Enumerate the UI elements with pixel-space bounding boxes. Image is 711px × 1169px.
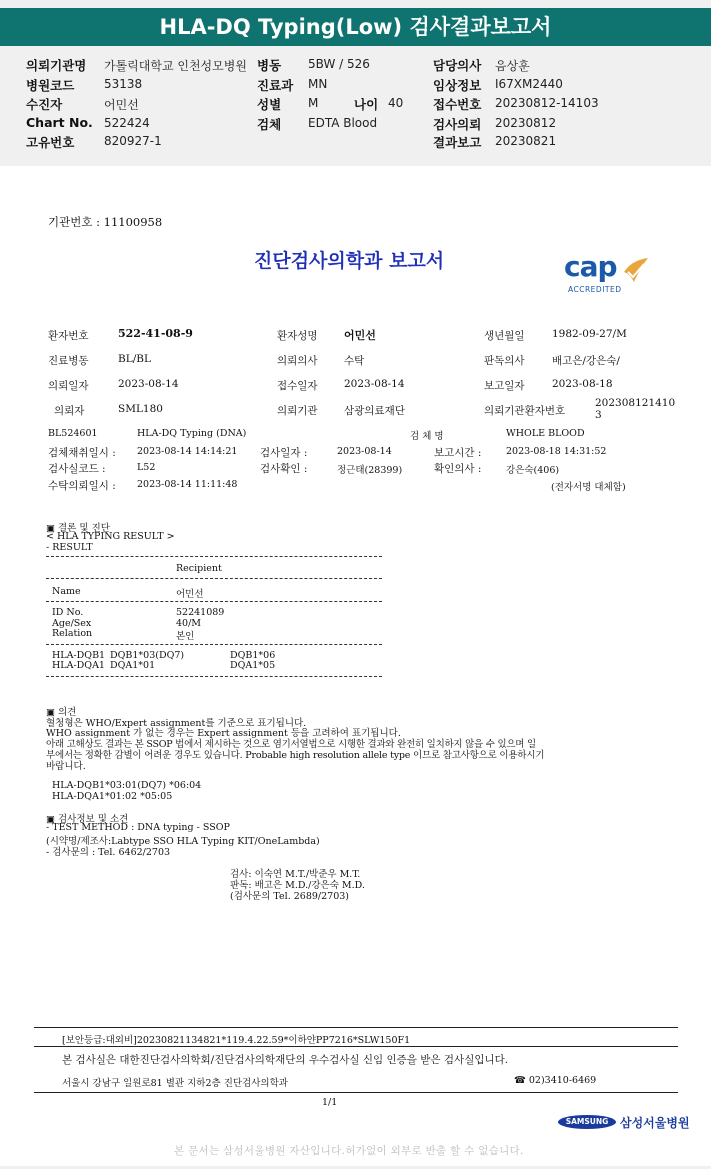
- requesting-org-label: 의뢰기관: [277, 405, 318, 417]
- doctor-label: 담당의사: [433, 58, 482, 73]
- request-date-info-value: 2023-08-14: [118, 378, 179, 390]
- cap-checkmark-icon: [620, 256, 652, 284]
- header-info: [0, 56, 711, 156]
- dept-value: MN: [308, 77, 328, 91]
- samsung-hospital-logo: [558, 1113, 690, 1133]
- report-date-label: 보고일자: [484, 380, 525, 392]
- certification-note: 본 검사실은 대한진단검사의학회/진단검사의학재단의 우수검사실 신임 인증을 받은 검사실입니다.: [62, 1054, 509, 1066]
- ward-info-label: 진료병동: [48, 355, 89, 367]
- age-value: 40: [388, 96, 404, 110]
- room-code-label: 검사실코드 :: [48, 463, 106, 475]
- doctor-value: 음상훈: [495, 59, 530, 73]
- sex-label: 성별: [257, 97, 282, 112]
- id-label: ID No.: [52, 607, 84, 618]
- cap-logo-text: cap: [564, 250, 617, 283]
- specimen-value: EDTA Blood: [308, 116, 378, 130]
- report-page: [0, 166, 711, 1166]
- receipt-date-label: 접수일자: [277, 380, 318, 392]
- test-code: BL524601: [48, 428, 98, 439]
- sign-line: 검사: 이숙연 M.T./박준우 M.T.: [230, 869, 361, 880]
- receipt-no-label: 접수번호: [433, 97, 482, 112]
- org-patient-no-label: 의뢰기관환자번호: [484, 405, 566, 417]
- opinion-line: 아래 고해상도 결과는 본 SSOP 법에서 제시하는 것으로 염기서열법으로 시행한 결과와 완전히 일치하지 않을 수 있으며 일: [46, 739, 536, 750]
- contract-request-value: 2023-08-14 11:11:48: [137, 479, 238, 490]
- patient-name-label: 환자성명: [277, 330, 318, 342]
- report-date-value: 2023-08-18: [552, 378, 613, 390]
- requesting-doctor-value: 수탁: [344, 355, 365, 367]
- room-code-value: L52: [137, 462, 156, 473]
- hospital-name-value: 가톨릭대학교 인천성모병원: [104, 59, 247, 73]
- patient-name-value: 어민선: [344, 329, 376, 342]
- recipient-label: Recipient: [176, 563, 222, 574]
- test-info-line: - 검사문의 : Tel. 6462/2703: [46, 847, 171, 858]
- request-date-info-label: 의뢰일자: [48, 380, 89, 392]
- relation-label: Relation: [52, 628, 93, 639]
- patient-no-value: 522-41-08-9: [118, 327, 193, 340]
- security-line: [보안등급:대외비]20230821134821*119.4.22.59*이하얀PP7216*SLW150F1: [62, 1035, 411, 1046]
- dash-line: [46, 578, 382, 579]
- request-date-label: 검사의뢰: [433, 117, 482, 132]
- dash-line: [46, 676, 382, 677]
- page-number: 1/1: [322, 1097, 338, 1108]
- ward-info-value: BL/BL: [118, 353, 151, 365]
- collect-value: 2023-08-14 14:14:21: [137, 446, 238, 457]
- reading-doctor-label: 판독의사: [484, 355, 525, 367]
- hospital-code-label: 병원코드: [26, 78, 75, 93]
- high-res-line: HLA-DQA1*01:02 *05:05: [52, 791, 173, 802]
- test-info-heading: ▣ 검사정보 및 소견: [46, 814, 129, 825]
- dqa1-allele-1: DQA1*01: [110, 660, 156, 671]
- request-date-value: 20230812: [495, 116, 557, 130]
- unique-no-label: 고유번호: [26, 135, 75, 150]
- sign-line: 판독: 배고은 M.D./강은숙 M.D.: [230, 880, 365, 891]
- result-sub-typing: < HLA TYPING RESULT >: [46, 531, 175, 542]
- report-title: HLA-DQ Typing(Low) 검사결과보고서: [0, 8, 711, 46]
- clinical-info-label: 임상정보: [433, 78, 482, 93]
- birth-label: 생년월일: [484, 330, 525, 342]
- footer-rule: [34, 1027, 678, 1028]
- org-patient-no-value: 2023081214103: [595, 397, 676, 421]
- id-value: 52241089: [176, 607, 225, 618]
- result-name-value: 어민선: [176, 589, 204, 600]
- relation-value: 본인: [176, 631, 195, 642]
- result-heading: ▣ 결론 및 진단: [46, 523, 110, 534]
- confirm-doctor-value: 강은숙(406): [506, 465, 560, 476]
- patient-value: 어민선: [104, 98, 139, 112]
- ward-value: 5BW / 526: [308, 57, 370, 71]
- agesex-value: 40/M: [176, 618, 202, 629]
- report-heading: 진단검사의학과 보고서: [254, 250, 445, 272]
- requesting-doctor-label: 의뢰의사: [277, 355, 318, 367]
- requester-value: SML180: [118, 403, 163, 415]
- test-name: HLA-DQ Typing (DNA): [137, 428, 247, 439]
- result-name-label: Name: [52, 586, 81, 597]
- birth-value: 1982-09-27/M: [552, 328, 627, 340]
- opinion-heading: ▣ 의견: [46, 707, 77, 718]
- agesex-label: Age/Sex: [52, 618, 92, 629]
- ward-label: 병동: [257, 58, 282, 73]
- chart-no-label: Chart No.: [26, 115, 93, 130]
- dqb1-allele-2: DQB1*06: [230, 650, 276, 661]
- receipt-no-value: 20230812-14103: [495, 96, 599, 110]
- hospital-name-label: 의뢰기관명: [26, 58, 87, 73]
- patient-no-label: 환자번호: [48, 330, 89, 342]
- result-date-value: 20230821: [495, 134, 557, 148]
- dash-line: [46, 601, 382, 602]
- test-info-line: - TEST METHOD : DNA typing - SSOP: [46, 822, 230, 833]
- cap-logo: [562, 250, 662, 298]
- collect-label: 검체채취일시 :: [48, 447, 116, 459]
- specimen-label: 검체: [257, 117, 282, 132]
- patient-label: 수진자: [26, 97, 63, 112]
- esign-note: (전자서명 대체함): [551, 482, 626, 493]
- dqb1-label: HLA-DQB1: [52, 650, 106, 661]
- result-sub-result: - RESULT: [46, 542, 93, 553]
- footer-notice: 본 문서는 삼성서울병원 자산입니다.허가없이 외부로 반출 할 수 없습니다.: [174, 1145, 524, 1157]
- exam-date-label: 검사일자 :: [260, 447, 308, 459]
- dash-line: [46, 556, 382, 557]
- chart-no-value: 522424: [104, 116, 150, 130]
- unique-no-value: 820927-1: [104, 134, 162, 148]
- dqa1-allele-2: DQA1*05: [230, 660, 276, 671]
- footer-rule: [34, 1046, 678, 1047]
- sign-line: (검사문의 Tel. 2689/2703): [230, 891, 349, 902]
- dqb1-allele-1: DQB1*03(DQ7): [110, 650, 185, 661]
- receipt-date-value: 2023-08-14: [344, 378, 405, 390]
- sex-value: M: [308, 96, 319, 110]
- opinion-line: 혈청형은 WHO/Expert assignment를 기준으로 표기됩니다.: [46, 718, 307, 729]
- samsung-badge: SAMSUNG: [558, 1115, 616, 1129]
- requesting-org-value: 삼광의료재단: [344, 405, 405, 417]
- confirm-doctor-label: 확인의사 :: [434, 463, 482, 475]
- confirm-value: 정근태(28399): [337, 465, 403, 476]
- lab-address: 서울시 강남구 일원로81 별관 지하2층 진단검사의학과: [62, 1078, 288, 1089]
- dash-line: [46, 644, 382, 645]
- specimen-name-value: WHOLE BLOOD: [506, 428, 585, 439]
- cap-accredited: ACCREDITED: [568, 285, 622, 294]
- opinion-line: WHO assignment 가 없는 경우는 Expert assignment 등을 고려하여 표기됩니다.: [46, 728, 401, 739]
- opinion-line: 바랍니다.: [46, 761, 86, 772]
- report-time-value: 2023-08-18 14:31:52: [506, 446, 607, 457]
- reading-doctor-value: 배고은/강은숙/: [552, 355, 620, 367]
- agency-number: 기관번호 : 11100958: [48, 215, 163, 229]
- report-time-label: 보고시간 :: [434, 447, 482, 459]
- age-label: 나이: [354, 97, 379, 112]
- confirm-label: 검사확인 :: [260, 463, 308, 475]
- contract-request-label: 수탁의뢰일시 :: [48, 480, 116, 492]
- requester-label: 의뢰자: [54, 405, 85, 417]
- test-info-line: (시약명/제조사:Labtype SSO HLA Typing KIT/OneLambda): [46, 836, 320, 847]
- lab-phone: ☎ 02)3410-6469: [514, 1075, 597, 1086]
- dqa1-label: HLA-DQA1: [52, 660, 105, 671]
- specimen-name-label: 검 체 명: [410, 431, 444, 442]
- footer-rule: [34, 1092, 678, 1093]
- high-res-line: HLA-DQB1*03:01(DQ7) *06:04: [52, 780, 202, 791]
- dept-label: 진료과: [257, 78, 294, 93]
- hospital-name: 삼성서울병원: [620, 1116, 690, 1130]
- result-date-label: 결과보고: [433, 135, 482, 150]
- exam-date-value: 2023-08-14: [337, 446, 392, 457]
- hospital-code-value: 53138: [104, 77, 143, 91]
- clinical-info-value: I67XM2440: [495, 77, 563, 91]
- opinion-line: 부에서는 정확한 감별이 어려운 경우도 있습니다. Probable high resolution allele type 이므로 참고사항으로 이용하시기: [46, 750, 545, 761]
